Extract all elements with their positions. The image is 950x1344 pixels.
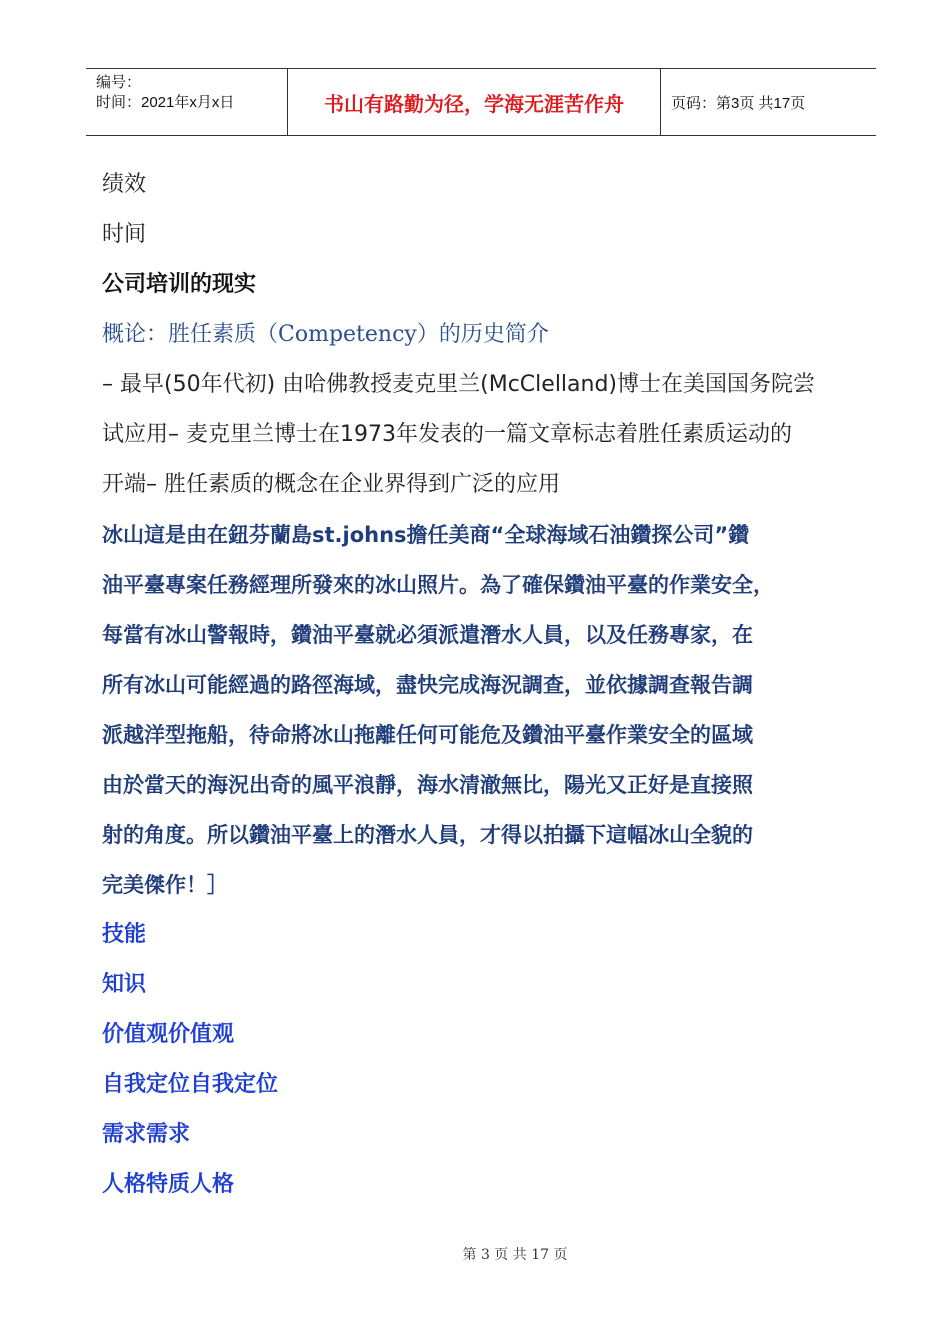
section-heading: 公司培训的现实 xyxy=(102,272,257,297)
page-header xyxy=(86,68,876,136)
competency-item-knowledge: 知识 xyxy=(102,972,147,997)
iceberg-paragraph-line: 由於當天的海況出奇的風平浪靜，海水清澈無比，陽光又正好是直接照 xyxy=(102,773,753,797)
header-meta xyxy=(86,69,288,135)
document-body xyxy=(102,160,862,1210)
history-line: 试应用– 麦克里兰博士在1973年发表的一篇文章标志着胜任素质运动的 xyxy=(102,422,792,447)
history-line: 开端– 胜任素质的概念在企业界得到广泛的应用 xyxy=(102,472,560,497)
iceberg-paragraph-line: 冰山這是由在鈕芬蘭島st.johns擔任美商“全球海域石油鑽探公司”鑽 xyxy=(102,523,750,547)
iceberg-paragraph-line: 油平臺專案任務經理所發來的冰山照片。為了確保鑽油平臺的作業安全， xyxy=(102,573,774,597)
iceberg-paragraph-line: 完美傑作！］ xyxy=(102,873,228,897)
page-footer: 第 3 页 共 17 页 xyxy=(462,1247,568,1263)
history-line: – 最早(50年代初) 由哈佛教授麦克里兰(McClelland)博士在美国国务院尝 xyxy=(102,372,816,397)
competency-item-values: 价值观价值观 xyxy=(102,1022,235,1047)
competency-item-self-image: 自我定位自我定位 xyxy=(102,1072,279,1097)
header-page-info: 页码：第3页 共17页 xyxy=(671,94,806,112)
iceberg-paragraph-line: 派越洋型拖船，待命將冰山拖離任何可能危及鑽油平臺作業安全的區域 xyxy=(102,723,753,747)
text-line-time: 时间 xyxy=(102,222,147,247)
iceberg-paragraph-line: 每當有冰山警報時，鑽油平臺就必須派遣潛水人員，以及任務專家，在 xyxy=(102,623,753,647)
concept-title: 概论：胜任素质（Competency）的历史简介 xyxy=(102,322,549,347)
iceberg-paragraph-line: 射的角度。所以鑽油平臺上的潛水人員，才得以拍攝下這幅冰山全貌的 xyxy=(102,823,753,847)
competency-item-needs: 需求需求 xyxy=(102,1122,191,1147)
iceberg-paragraph-line: 所有冰山可能經過的路徑海域，盡快完成海況調查，並依據調查報告調 xyxy=(102,673,753,697)
document-number-label: 编号： xyxy=(96,74,142,91)
competency-item-skill: 技能 xyxy=(102,922,147,947)
text-line-performance: 绩效 xyxy=(102,172,147,197)
header-motto: 书山有路勤为径，学海无涯苦作舟 xyxy=(288,69,661,135)
document-date: 时间：2021年x月x日 xyxy=(96,94,235,111)
competency-item-traits: 人格特质人格 xyxy=(102,1172,235,1197)
